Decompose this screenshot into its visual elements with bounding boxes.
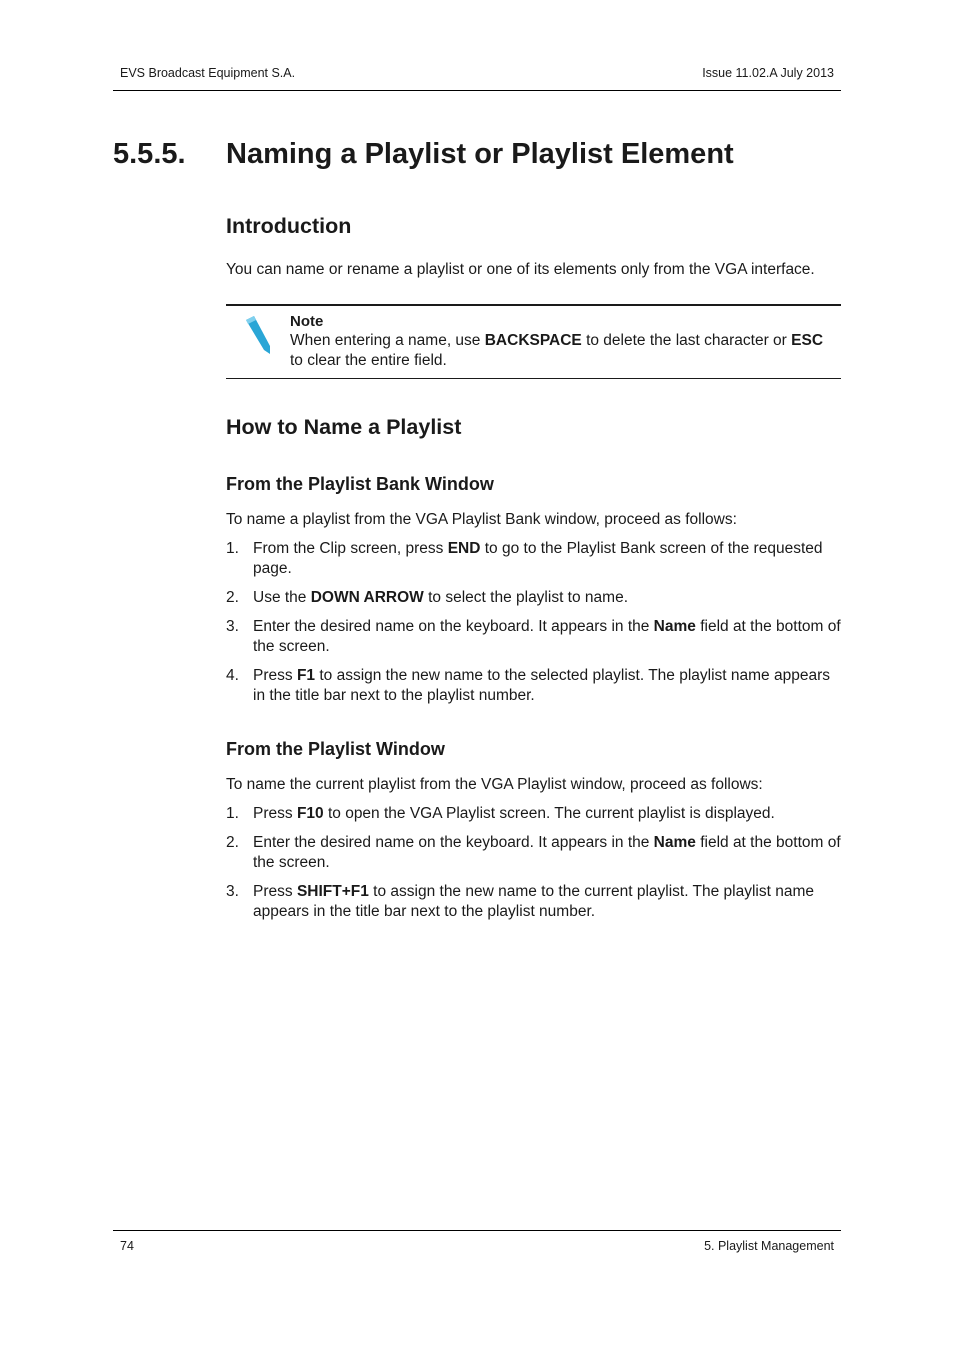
step-text: Enter the desired name on the keyboard. It appears in the	[253, 834, 654, 851]
list-item	[226, 833, 841, 873]
note-key-backspace: BACKSPACE	[484, 332, 582, 349]
step-text: to go to the Playlist Bank screen of the requested page.	[253, 540, 823, 577]
step-key: Name	[653, 618, 696, 635]
step-number: 2.	[226, 589, 239, 606]
playlist-window-intro: To name the current playlist from the VGA Playlist window, proceed as follows:	[226, 776, 763, 793]
step-text: to assign the new name to the current playlist. The playlist name appears in the title bar next to the playlist number.	[253, 883, 814, 920]
note-text-part: to delete the last character or	[581, 332, 792, 349]
page-header	[113, 60, 841, 91]
step-text: Press	[253, 883, 297, 900]
list-item	[226, 882, 841, 922]
step-key: DOWN ARROW	[310, 589, 424, 606]
playlist-window-heading: From the Playlist Window	[226, 739, 445, 759]
bank-window-heading: From the Playlist Bank Window	[226, 474, 494, 494]
introduction-heading: Introduction	[226, 214, 352, 238]
pencil-icon	[240, 314, 276, 354]
note-text-part: When entering a name, use	[290, 332, 485, 349]
page-number: 74	[120, 1239, 134, 1253]
footer-chapter: 5. Playlist Management	[704, 1239, 834, 1253]
note-box	[226, 304, 841, 379]
note-key-esc: ESC	[791, 332, 824, 349]
list-item	[226, 617, 841, 657]
step-text: field at the bottom of the screen.	[253, 834, 841, 871]
step-text: From the Clip screen, press	[253, 540, 448, 557]
page-footer	[113, 1230, 841, 1261]
step-text: to select the playlist to name.	[423, 589, 628, 606]
section-title-text: Naming a Playlist or Playlist Element	[226, 138, 734, 170]
step-key: F10	[296, 805, 324, 822]
note-title: Note	[290, 313, 324, 330]
step-text: Use the	[253, 589, 311, 606]
list-item	[226, 666, 841, 706]
step-number: 4.	[226, 667, 239, 684]
step-text: to assign the new name to the selected playlist. The playlist name appears in the title bar next to the playlist number.	[253, 667, 830, 704]
step-key: Name	[653, 834, 696, 851]
bank-window-intro: To name a playlist from the VGA Playlist Bank window, proceed as follows:	[226, 511, 737, 528]
section-title	[113, 138, 734, 171]
step-number: 2.	[226, 834, 239, 851]
step-number: 3.	[226, 883, 239, 900]
step-text: to open the VGA Playlist screen. The current playlist is displayed.	[323, 805, 775, 822]
step-key: END	[447, 540, 481, 557]
list-item	[226, 588, 841, 608]
section-number: 5.5.5.	[113, 138, 186, 170]
note-text	[290, 331, 835, 371]
step-text: field at the bottom of the screen.	[253, 618, 841, 655]
step-text: Press	[253, 667, 297, 684]
playlist-window-steps	[226, 804, 841, 931]
list-item	[226, 804, 841, 824]
how-to-heading: How to Name a Playlist	[226, 415, 462, 439]
header-company: EVS Broadcast Equipment S.A.	[120, 66, 296, 80]
step-number: 1.	[226, 540, 239, 557]
bank-window-steps	[226, 539, 841, 715]
header-issue: Issue 11.02.A July 2013	[702, 66, 834, 80]
step-number: 3.	[226, 618, 239, 635]
step-text: Press	[253, 805, 297, 822]
step-text: Enter the desired name on the keyboard. It appears in the	[253, 618, 654, 635]
note-text-part: to clear the entire field.	[290, 352, 447, 369]
step-number: 1.	[226, 805, 239, 822]
step-key: F1	[296, 667, 316, 684]
list-item	[226, 539, 841, 579]
step-key: SHIFT+F1	[296, 883, 369, 900]
introduction-text: You can name or rename a playlist or one of its elements only from the VGA interface.	[226, 261, 815, 278]
